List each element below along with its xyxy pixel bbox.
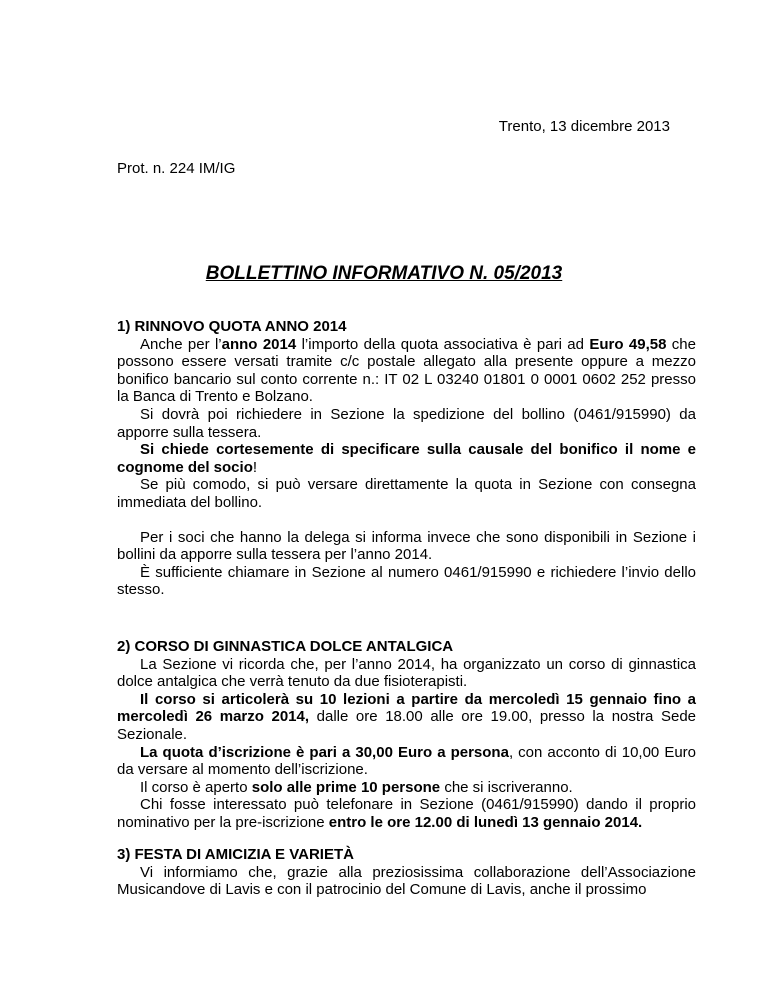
protocol-line: Prot. n. 224 IM/IG — [117, 160, 236, 177]
section-festa — [117, 846, 696, 899]
page-title: BOLLETTINO INFORMATIVO N. 05/2013 — [205, 263, 563, 284]
paragraph: Si dovrà poi richiedere in Sezione la spedizione del bollino (0461/915990) da apporre sulla tessera. — [117, 405, 696, 441]
section-quota-renewal — [117, 318, 696, 599]
paragraph: Vi informiamo che, grazie alla preziosissima collaborazione dell’Associazione Musicandove di Lavis e con il patrocinio del Comune di Lavis, anche il prossimo — [117, 863, 696, 899]
paragraph: Anche per l’anno 2014 l’importo della quota associativa è pari ad Euro 49,58 che possono essere versati tramite c/c postale allegato alla presente oppure a mezzo bonifico bancario sul conto corrente n.: IT 02 L 03240 01801 0 0001 0602 252 presso la Banca di Trento e Bolzano. — [117, 335, 696, 406]
paragraph: Chi fosse interessato può telefonare in Sezione (0461/915990) dando il proprio nominativo per la pre-iscrizione entro le ore 12.00 di lunedì 13 gennaio 2014. — [117, 796, 696, 831]
paragraph: La Sezione vi ricorda che, per l’anno 2014, ha organizzato un corso di ginnastica dolce antalgica che verrà tenuto da due fisioterapisti. — [117, 655, 696, 691]
section-heading: 1) RINNOVO QUOTA ANNO 2014 — [117, 318, 347, 335]
section-heading: 2) CORSO DI GINNASTICA DOLCE ANTALGICA — [117, 638, 454, 655]
paragraph: È sufficiente chiamare in Sezione al numero 0461/915990 e richiedere l’invio dello stesso. — [117, 563, 696, 599]
paragraph: Per i soci che hanno la delega si informa invece che sono disponibili in Sezione i bollini da apporre sulla tessera per l’anno 2014. — [117, 528, 696, 564]
section-gym-course — [117, 638, 696, 832]
paragraph: La quota d’iscrizione è pari a 30,00 Euro a persona, con acconto di 10,00 Euro da versare al momento dell’iscrizione. — [117, 743, 697, 779]
date-line: Trento, 13 dicembre 2013 — [498, 118, 670, 135]
paragraph: Si chiede cortesemente di specificare sulla causale del bonifico il nome e cognome del socio! — [117, 441, 696, 476]
section-heading: 3) FESTA DI AMICIZIA E VARIETÀ — [117, 846, 354, 863]
paragraph: Il corso è aperto solo alle prime 10 persone che si iscriveranno. — [140, 778, 573, 796]
paragraph: Se più comodo, si può versare direttamente la quota in Sezione con consegna immediata del bollino. — [117, 476, 696, 511]
paragraph: Il corso si articolerà su 10 lezioni a partire da mercoledì 15 gennaio fino a mercoledì 26 marzo 2014, dalle ore 18.00 alle ore 19.00, presso la nostra Sede Sezionale. — [117, 690, 697, 743]
